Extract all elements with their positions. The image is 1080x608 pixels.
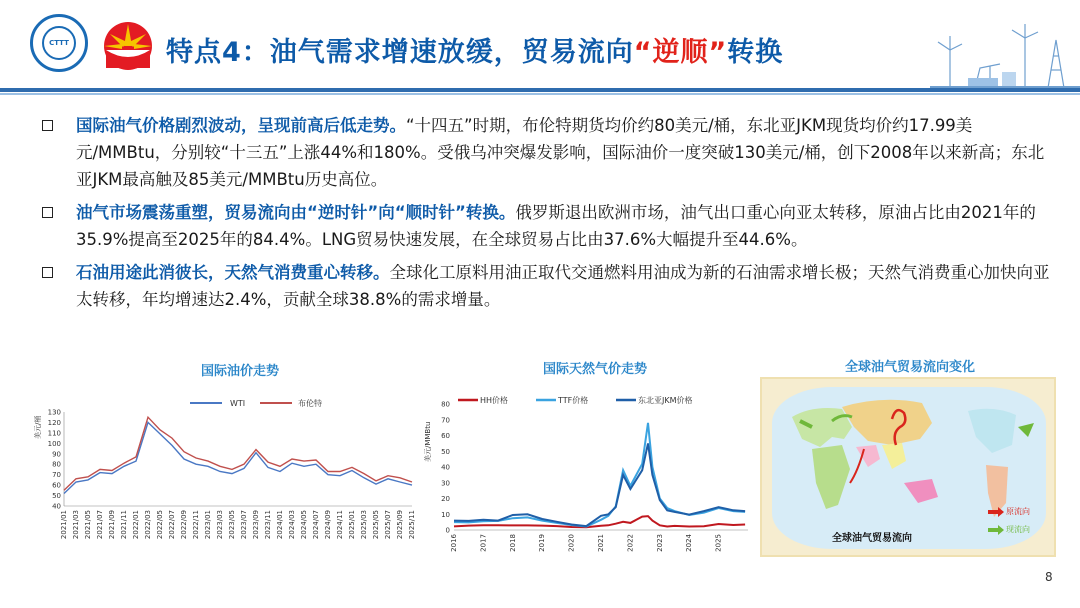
legend-jkm-label: 东北亚JKM价格 xyxy=(638,396,693,405)
oil-price-chart xyxy=(30,384,420,560)
header-divider-light xyxy=(0,93,1080,95)
legend-hh-label: HH价格 xyxy=(480,396,509,405)
oil-x-tick-label: 2022/05 xyxy=(156,510,164,540)
oil-x-tick-label: 2023/03 xyxy=(216,510,224,540)
australia-landmass xyxy=(904,479,938,503)
oil-x-tick-label: 2023/11 xyxy=(264,510,272,540)
gas-y-tick-label: 40 xyxy=(441,463,450,472)
bullet-body: 俄罗斯退出欧洲市场，油气出口重心向亚太转移，原油占比由2021年的35.9%提高至2025年的84.4%。LNG贸易快速发展，在全球贸易占比由37.6%大幅提升至44.6%。 xyxy=(76,203,1036,249)
checkbox-square-icon xyxy=(42,120,53,131)
energy-skyline-decoration xyxy=(930,20,1080,90)
gas-y-tick-label: 30 xyxy=(441,479,450,488)
oil-x-tick-label: 2021/07 xyxy=(96,510,104,540)
gas-x-tick-label: 2023 xyxy=(655,534,664,552)
title-highlight: 逆顺 xyxy=(652,37,709,68)
north-america-landmass xyxy=(968,409,1016,453)
oil-x-tick-label: 2024/05 xyxy=(300,510,308,540)
oil-x-tick-label: 2021/05 xyxy=(84,510,92,540)
oil-y-tick-label: 50 xyxy=(52,492,61,501)
oil-y-tick-label: 90 xyxy=(52,450,61,459)
oil-x-tick-label: 2021/01 xyxy=(60,510,68,540)
oil-x-tick-label: 2024/07 xyxy=(312,510,320,540)
oil-x-tick-label: 2025/01 xyxy=(348,510,356,540)
new-flow-arrow-east xyxy=(1018,423,1034,437)
green-arrow-icon xyxy=(988,525,1004,535)
bullet-body: 全球化工原料用油正取代交通燃料用油成为新的石油需求增长极；天然气消费重心加快向亚太转移，年均增速达2.4%，贡献全球38.8%的需求增量。 xyxy=(76,263,1050,309)
oil-x-tick-label: 2025/05 xyxy=(372,510,380,540)
oil-x-tick-label: 2023/07 xyxy=(240,510,248,540)
slide-title xyxy=(166,30,783,69)
gas-x-tick-label: 2024 xyxy=(685,534,694,552)
gas-x-tick-label: 2021 xyxy=(597,534,605,552)
gas-y-tick-label: 20 xyxy=(441,495,450,503)
gas-price-chart xyxy=(418,384,758,560)
oil-x-tick-label: 2021/11 xyxy=(120,510,128,540)
oil-x-tick-label: 2021/09 xyxy=(108,510,116,540)
bullet-list xyxy=(40,112,1050,319)
title-quote-close: ” xyxy=(708,37,728,68)
gas-y-tick-label: 50 xyxy=(441,447,450,456)
gas-y-tick-label: 70 xyxy=(441,416,450,425)
south-asia-landmass xyxy=(882,443,906,469)
gas-y-tick-label: 60 xyxy=(441,432,450,440)
oil-series-line xyxy=(64,422,412,493)
oil-y-tick-label: 100 xyxy=(47,439,61,448)
oil-x-tick-label: 2022/03 xyxy=(144,510,152,540)
oil-x-tick-label: 2021/03 xyxy=(72,510,80,540)
checkbox-square-icon xyxy=(42,207,53,218)
gas-y-tick-label: 10 xyxy=(441,510,450,519)
oil-y-tick-label: 40 xyxy=(52,502,61,511)
slide-header xyxy=(0,0,1080,96)
oil-y-tick-label: 80 xyxy=(52,460,61,469)
oil-x-tick-label: 2022/07 xyxy=(168,510,176,540)
legend-wti-label: WTI xyxy=(230,399,246,408)
oil-y-tick-label: 70 xyxy=(52,471,61,480)
map-legend-new xyxy=(988,521,1040,539)
gas-x-tick-label: 2019 xyxy=(538,534,547,552)
oil-x-tick-label: 2023/01 xyxy=(204,510,212,540)
oil-x-tick-label: 2024/01 xyxy=(276,510,284,540)
oil-x-tick-label: 2025/07 xyxy=(384,510,392,540)
gas-x-tick-label: 2022 xyxy=(626,534,635,552)
oil-x-tick-label: 2025/09 xyxy=(396,510,404,540)
gas-y-axis-label: 美元/MMBtu xyxy=(424,421,432,462)
map-legend-old-label: 原流向 xyxy=(1006,507,1030,516)
oil-x-tick-label: 2024/11 xyxy=(336,510,344,540)
oil-x-tick-label: 2022/09 xyxy=(180,510,188,540)
oil-y-tick-label: 120 xyxy=(47,418,61,427)
oil-x-tick-label: 2024/03 xyxy=(288,510,296,540)
legend-ttf-label: TTF价格 xyxy=(558,396,589,405)
europe-landmass xyxy=(792,408,852,447)
title-prefix: 特点4：油气需求增速放缓，贸易流向 xyxy=(166,37,634,68)
oil-y-tick-label: 60 xyxy=(52,481,61,490)
oil-x-tick-label: 2022/01 xyxy=(132,510,140,540)
bullet-item xyxy=(40,259,1050,313)
oil-x-tick-label: 2023/09 xyxy=(252,510,260,540)
gas-x-tick-label: 2025 xyxy=(714,534,723,552)
bullet-lead: 油气市场震荡重塑，贸易流向由“逆时针”向“顺时针”转换。 xyxy=(76,203,516,222)
map-legend-old xyxy=(988,503,1040,521)
gas-chart-title: 国际天然气价走势 xyxy=(542,362,647,377)
gas-x-tick-label: 2017 xyxy=(479,534,488,552)
oil-x-tick-label: 2023/05 xyxy=(228,510,236,540)
map-legend xyxy=(988,503,1040,539)
oil-y-tick-label: 130 xyxy=(47,408,61,417)
logo-caption: CTTT xyxy=(49,39,69,47)
gas-y-tick-label: 0 xyxy=(445,526,450,535)
old-flow-arrow-south xyxy=(850,449,864,483)
title-quote-open: “ xyxy=(633,37,653,68)
cnpc-logo xyxy=(100,16,156,72)
bullet-item xyxy=(40,199,1050,253)
gas-y-tick-label: 80 xyxy=(441,400,450,409)
red-arrow-icon xyxy=(988,507,1004,517)
page-number: 8 xyxy=(1045,570,1053,584)
institute-logo xyxy=(30,14,88,72)
trade-flow-map xyxy=(760,377,1056,557)
legend-brent-label: 布伦特 xyxy=(298,399,322,408)
russia-landmass xyxy=(842,400,932,445)
africa-landmass xyxy=(812,445,850,509)
bullet-item xyxy=(40,112,1050,193)
bullet-lead: 石油用途此消彼长，天然气消费重心转移。 xyxy=(76,263,390,282)
oil-chart-title: 国际油价走势 xyxy=(200,364,279,379)
header-divider xyxy=(0,88,1080,92)
map-title: 全球油气贸易流向变化 xyxy=(844,360,975,375)
oil-x-tick-label: 2022/11 xyxy=(192,510,200,540)
checkbox-square-icon xyxy=(42,267,53,278)
map-caption: 全球油气贸易流向 xyxy=(832,533,912,544)
oil-x-tick-label: 2025/03 xyxy=(360,510,368,540)
oil-y-axis-label: 美元/桶 xyxy=(34,415,42,439)
bullet-body: “十四五”时期，布伦特期货均价约80美元/桶，东北亚JKM现货均价约17.99美元/MMBtu，分别较“十三五”上涨44%和180%。受俄乌冲突爆发影响，国际油价一度突破130美元/桶，创下2008年以来新高；东北亚JKM最高触及85美元/MMBtu历史高位。 xyxy=(76,116,1045,189)
bullet-lead: 国际油气价格剧烈波动，呈现前高后低走势。 xyxy=(76,116,406,135)
gas-x-tick-label: 2018 xyxy=(508,534,517,552)
oil-x-tick-label: 2025/11 xyxy=(408,510,416,540)
gas-x-tick-label: 2020 xyxy=(567,534,576,552)
gas-x-tick-label: 2016 xyxy=(450,534,458,552)
oil-y-tick-label: 110 xyxy=(47,429,61,438)
oil-x-tick-label: 2024/09 xyxy=(324,510,332,540)
map-legend-new-label: 现流向 xyxy=(1006,525,1030,534)
oil-series-line xyxy=(64,417,412,490)
title-suffix: 转换 xyxy=(727,37,784,68)
